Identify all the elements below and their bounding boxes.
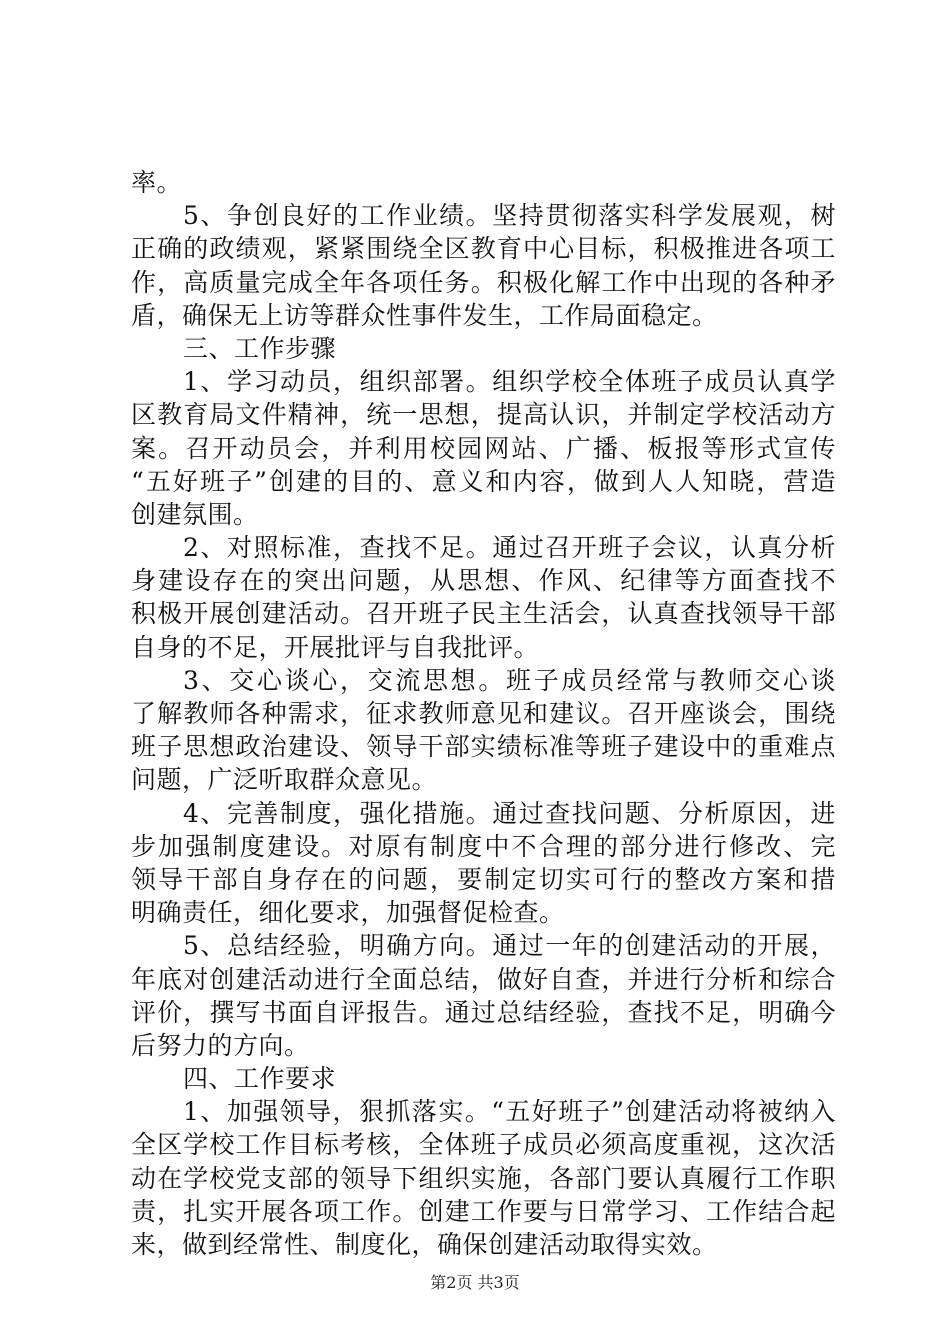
text-line: 领导干部自身存在的问题，要制定切实可行的整改方案和措	[131, 864, 836, 894]
text-line: 4、完善制度，强化措施。通过查找问题、分析原因，进	[183, 798, 836, 828]
text-line: 动在学校党支部的领导下组织实施，各部门要认真履行工作职	[131, 1163, 836, 1193]
text-line: 三、工作步骤	[183, 333, 337, 363]
document-body	[131, 166, 836, 1261]
text-line: 年底对创建活动进行全面总结，做好自查，并进行分析和综合	[131, 964, 836, 994]
text-line: 四、工作要求	[183, 1064, 337, 1094]
text-line: 5、总结经验，明确方向。通过一年的创建活动的开展，	[183, 931, 836, 961]
text-line: 1、学习动员，组织部署。组织学校全体班子成员认真学	[183, 367, 836, 397]
text-line: 作，高质量完成全年各项任务。积极化解工作中出现的各种矛	[131, 267, 836, 297]
text-line: “五好班子”创建的目的、意义和内容，做到人人知晓，营造	[131, 466, 836, 496]
text-line: 身建设存在的突出问题，从思想、作风、纪律等方面查找不	[131, 566, 836, 596]
text-line: 全区学校工作目标考核，全体班子成员必须高度重视，这次活	[131, 1130, 836, 1160]
text-line: 1、加强领导，狠抓落实。“五好班子”创建活动将被纳入	[183, 1097, 836, 1127]
text-line: 盾，确保无上访等群众性事件发生，工作局面稳定。	[131, 300, 718, 330]
text-line: 3、交心谈心，交流思想。班子成员经常与教师交心谈	[183, 665, 836, 695]
text-line: 步加强制度建设。对原有制度中不合理的部分进行修改、完	[131, 831, 836, 861]
text-line: 班子思想政治建设、领导干部实绩标准等班子建设中的重难点	[131, 732, 836, 762]
text-line: 积极开展创建活动。召开班子民主生活会，认真查找领导干部	[131, 599, 836, 629]
text-line: 案。召开动员会，并利用校园网站、广播、板报等形式宣传	[131, 433, 836, 463]
text-line: 责，扎实开展各项工作。创建工作要与日常学习、工作结合起	[131, 1196, 836, 1226]
text-line: 来，做到经常性、制度化，确保创建活动取得实效。	[131, 1230, 718, 1259]
text-line: 2、对照标准，查找不足。通过召开班子会议，认真分析	[183, 533, 836, 563]
text-line: 区教育局文件精神，统一思想，提高认识，并制定学校活动方	[131, 400, 836, 430]
text-line: 正确的政绩观，紧紧围绕全区教育中心目标，积极推进各项工	[131, 234, 836, 264]
text-line: 明确责任，细化要求，加强督促检查。	[131, 898, 565, 928]
text-line: 创建氛围。	[131, 499, 259, 529]
text-line: 问题，广泛听取群众意见。	[131, 765, 438, 795]
text-line: 5、争创良好的工作业绩。坚持贯彻落实科学发展观，树	[183, 201, 836, 231]
text-line: 自身的不足，开展批评与自我批评。	[131, 632, 540, 662]
text-line: 后努力的方向。	[131, 1030, 310, 1060]
text-line: 评价，撰写书面自评报告。通过总结经验，查找不足，明确今	[131, 997, 836, 1027]
text-line: 了解教师各种需求，征求教师意见和建议。召开座谈会，围绕	[131, 699, 836, 728]
text-line: 率。	[131, 168, 183, 197]
page-footer: 第2页 共3页	[430, 1273, 520, 1292]
